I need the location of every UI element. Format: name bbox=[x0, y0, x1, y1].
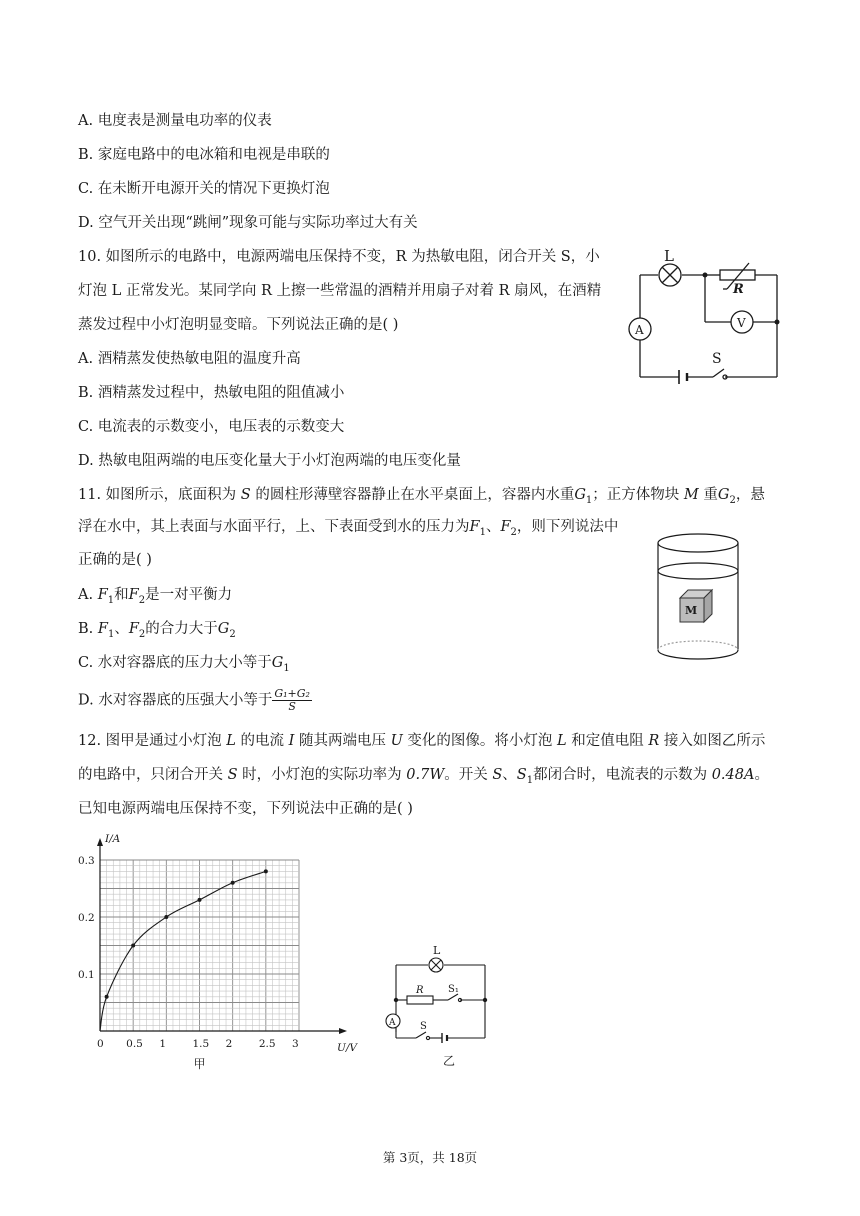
x-axis-arrow bbox=[339, 1028, 347, 1034]
q10-voltmeter-label: V bbox=[737, 316, 746, 330]
q10-ammeter-label: A bbox=[635, 323, 644, 337]
q12-circuit-diagram bbox=[378, 940, 493, 1075]
q10-option-c: C. 电流表的示数变小，电压表的示数变大 bbox=[78, 419, 345, 435]
chart-axes bbox=[97, 838, 347, 1034]
q11-option-b: B. $F_1$、$F_2$的合力大于$G_2$ bbox=[78, 621, 236, 640]
q12-circuit-caption: 乙 bbox=[443, 1054, 456, 1068]
data-point bbox=[264, 869, 268, 873]
q10-resistor-label: R bbox=[733, 282, 744, 297]
q12-lamp-label: L bbox=[433, 944, 441, 957]
y-tick-label: 0.2 bbox=[78, 912, 95, 924]
chart-curve bbox=[100, 869, 268, 1031]
x-tick-label: 1.5 bbox=[192, 1038, 210, 1050]
q11-stem-line1: 11. 如图所示，底面积为 S 的圆柱形薄壁容器静止在水平桌面上，容器内水重$G_1$；正方体物块 M 重$G_2$，悬 bbox=[78, 487, 765, 506]
x-tick-label: 2.5 bbox=[258, 1038, 276, 1050]
q10-option-d: D. 热敏电阻两端的电压变化量大于小灯泡两端的电压变化量 bbox=[78, 453, 461, 469]
data-point bbox=[198, 898, 202, 902]
data-point bbox=[231, 881, 235, 885]
q10-switch-label: S bbox=[712, 351, 722, 367]
q9-option-a: A. 电度表是测量电功率的仪表 bbox=[78, 113, 272, 129]
q9-option-c: C. 在未断开电源开关的情况下更换灯泡 bbox=[78, 181, 330, 197]
q11-stem-line3: 正确的是( ) bbox=[78, 552, 152, 568]
q12-switch1-label: S₁ bbox=[448, 984, 459, 995]
q10-option-a: A. 酒精蒸发使热敏电阻的温度升高 bbox=[78, 351, 301, 367]
q12-ammeter-label: A bbox=[389, 1018, 396, 1028]
data-point bbox=[164, 915, 168, 919]
x-tick-label: 1 bbox=[159, 1038, 167, 1050]
q12-stem-line1: 12. 图甲是通过小灯泡 L 的电流 I 随其两端电压 U 变化的图像。将小灯泡 L 和定值电阻 R 接入如图乙所示 bbox=[78, 733, 766, 749]
x-tick-label: 0.5 bbox=[126, 1038, 143, 1050]
q11-option-a: A. $F_1$和$F_2$是一对平衡力 bbox=[78, 587, 233, 606]
data-point bbox=[131, 944, 135, 948]
x-tick-label: 3 bbox=[292, 1038, 299, 1050]
q10-circuit-diagram bbox=[625, 245, 790, 385]
q10-option-b: B. 酒精蒸发过程中，热敏电阻的阻值减小 bbox=[78, 385, 345, 401]
x-tick-label: 2 bbox=[225, 1038, 233, 1050]
q12-stem-line3: 已知电源两端电压保持不变，下列说法中正确的是( ) bbox=[78, 801, 413, 817]
q12-iu-graph bbox=[70, 822, 370, 1072]
q11-fraction: $\frac{\text{G₁+G₂}}{S}$ bbox=[274, 687, 310, 713]
chart-caption: 甲 bbox=[193, 1057, 206, 1071]
q9-option-b: B. 家庭电路中的电冰箱和电视是串联的 bbox=[78, 147, 330, 163]
y-tick-label: 0.1 bbox=[78, 969, 95, 981]
q11-stem-line2: 浮在水中，其上表面与水面平行，上、下表面受到水的压力为$F_1$、$F_2$，则下列说法中 bbox=[78, 519, 619, 538]
y-axis-label: I/A bbox=[105, 833, 121, 845]
q11-block-label: M bbox=[685, 604, 698, 617]
q10-stem-line3: 蒸发过程中小灯泡明显变暗。下列说法正确的是( ) bbox=[78, 317, 399, 333]
q9-option-d: D. 空气开关出现“跳闸”现象可能与实际功率过大有关 bbox=[78, 215, 418, 231]
chart-grid bbox=[100, 860, 299, 1031]
q12-switch-label: S bbox=[420, 1021, 427, 1032]
q12-resistor-label: R bbox=[416, 985, 424, 996]
q11-option-c: C. 水对容器底的压力大小等于$G_1$ bbox=[78, 655, 290, 674]
y-axis-arrow bbox=[97, 838, 103, 846]
q11-container-figure bbox=[650, 530, 750, 665]
q10-stem-line1: 10. 如图所示的电路中，电源两端电压保持不变，R 为热敏电阻，闭合开关 S，小 bbox=[78, 249, 600, 265]
q10-stem-line2: 灯泡 L 正常发光。某同学向 R 上擦一些常温的酒精并用扇子对着 R 扇风，在酒精 bbox=[78, 283, 602, 299]
data-point bbox=[105, 995, 109, 999]
page-footer: 第 3页，共 18页 bbox=[382, 1150, 478, 1165]
q10-lamp-label: L bbox=[664, 247, 674, 265]
x-axis-label: U/V bbox=[337, 1042, 357, 1054]
q12-stem-line2: 的电路中，只闭合开关 S 时，小灯泡的实际功率为 0.7W。开关 S、$S_1$都闭合时，电流表的示数为 0.48A。 bbox=[78, 767, 769, 786]
q11-option-d: D. 水对容器底的压强大小等于 $\frac{\text{G₁+G₂}}{S}$ bbox=[78, 687, 310, 713]
x-tick-label: 0 bbox=[97, 1038, 104, 1050]
y-tick-label: 0.3 bbox=[78, 855, 95, 867]
